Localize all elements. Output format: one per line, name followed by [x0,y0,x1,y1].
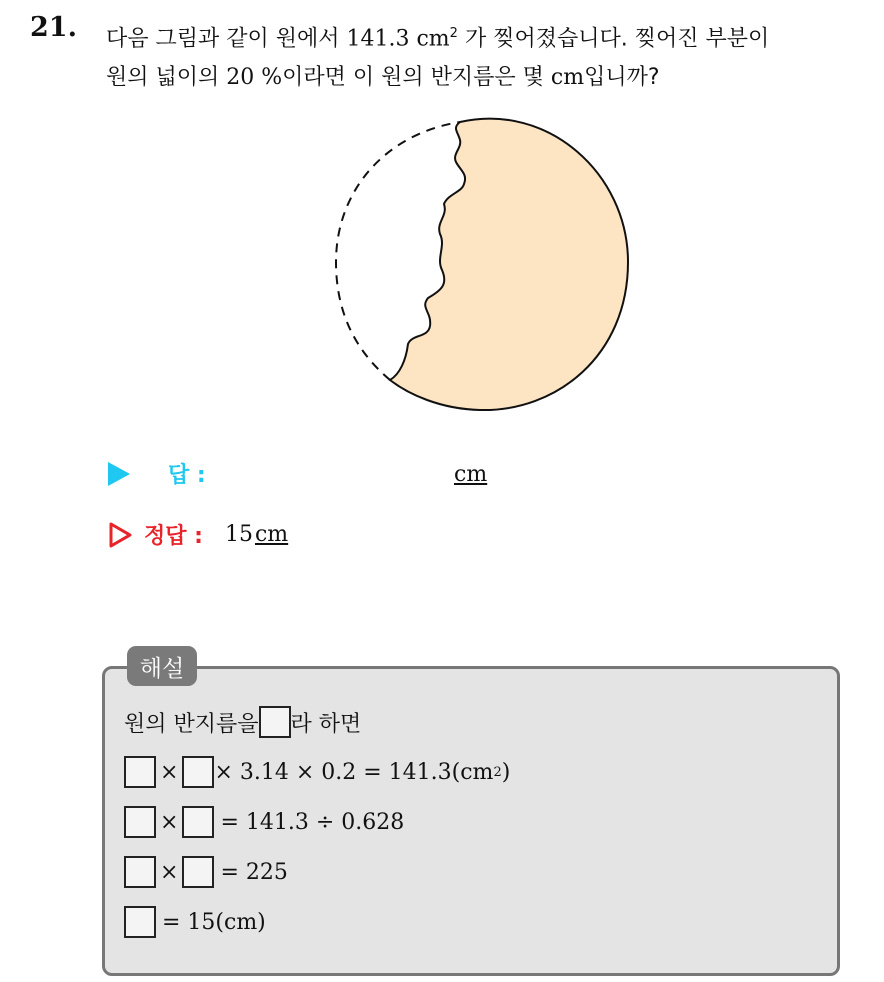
blank-box [124,806,156,838]
torn-circle-figure [320,112,640,422]
correct-play-outline-icon [108,521,134,549]
sol-line2-exp: 2 [493,764,502,780]
solution-line-1 [124,706,361,738]
sol-line1-post: 라 하면 [290,711,362,737]
q-line1-post: 가 찢어졌습니다. 찢어진 부분이 [464,26,770,52]
q-area-value: 141.3 [346,26,410,52]
correct-answer-row [108,519,288,550]
answer-row [108,458,206,489]
sol-line5-expr: = 15(cm) [162,909,266,935]
answer-unit: cm [454,462,488,487]
question-text [106,14,876,97]
blank-box [182,756,214,788]
answer-label: 답 : [168,463,206,488]
solution-line-3 [124,806,404,838]
q-area-exponent: 2 [449,26,458,41]
blank-box [124,756,156,788]
correct-answer-label: 정답 : [144,524,203,549]
q-line2-post: 입니까? [584,65,660,91]
q-line2-unit: cm [550,65,585,91]
correct-value-unit: cm [254,522,289,547]
sol-line1-pre: 원의 반지름을 [124,711,259,737]
q-line2-mid: 이라면 이 원의 반지름은 몇 [282,65,551,91]
times-sign: × [160,809,179,835]
blank-box [182,856,214,888]
blank-box [124,856,156,888]
sol-line2-close: ) [501,759,511,785]
blank-box [182,806,214,838]
q-area-unit: cm [416,26,450,52]
solution-line-2 [124,756,510,788]
solution-tab: 해설 [127,646,197,686]
solution-line-4 [124,856,288,888]
solution-line-5 [124,906,266,938]
remaining-circle-part [390,119,628,410]
sol-line2-expr: × 3.14 × 0.2 = 141.3(cm [214,759,494,785]
sol-line3-expr: = 141.3 ÷ 0.628 [220,809,405,835]
question-line-1 [106,14,876,58]
times-sign: × [160,859,179,885]
question-number: 21. [30,12,77,43]
sol-line4-expr: = 225 [220,859,288,885]
blank-box [259,706,291,738]
q-percent: 20 % [226,65,283,91]
correct-value-number: 15 [224,522,253,547]
answer-play-icon [108,462,130,486]
times-sign: × [160,759,179,785]
correct-answer-value [225,522,288,547]
blank-box [124,906,156,938]
q-line2-pre: 원의 넓이의 [106,65,227,91]
q-line1-pre: 다음 그림과 같이 원에서 [106,26,347,52]
question-line-2 [106,58,876,97]
